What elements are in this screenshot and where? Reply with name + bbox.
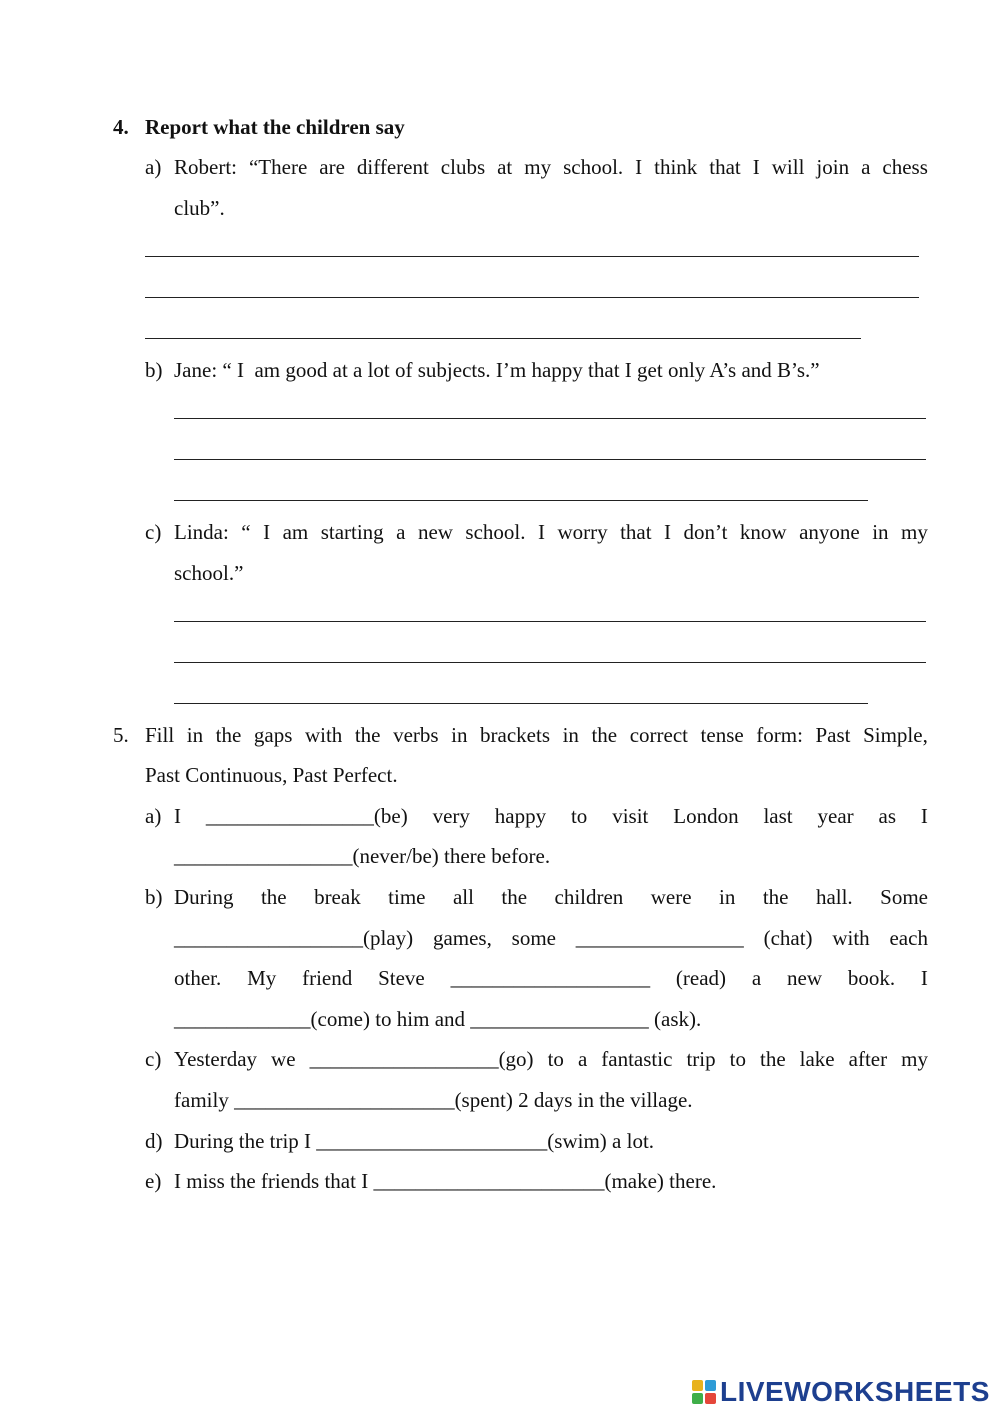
word: brackets — [480, 723, 550, 747]
word: ___________________ — [450, 966, 651, 990]
word: Fill — [145, 723, 175, 747]
word: ________________(be) — [205, 804, 408, 828]
word: starting — [320, 520, 384, 544]
q5e-label: e) — [145, 1169, 162, 1193]
word: the — [591, 723, 618, 747]
word: games, — [432, 926, 492, 950]
word: I — [174, 804, 181, 828]
q5-instruction — [145, 725, 928, 746]
word: I — [537, 520, 545, 544]
word: tense — [700, 723, 744, 747]
word: clubs — [440, 155, 486, 179]
q4b-answer-line-2[interactable] — [174, 459, 926, 460]
word: in — [562, 723, 579, 747]
word: last — [763, 804, 793, 828]
logo-square-green — [692, 1393, 703, 1404]
word: to — [729, 1047, 746, 1071]
q5b-sentence-3 — [174, 968, 928, 989]
word: will — [771, 155, 805, 179]
word: my — [901, 520, 928, 544]
q4c-label: c) — [145, 520, 162, 544]
q4c-answer-line-2[interactable] — [174, 662, 926, 663]
word: school. — [465, 520, 526, 544]
word: chess — [882, 155, 928, 179]
word: the — [354, 723, 381, 747]
q5c-sentence — [174, 1049, 928, 1070]
word: (read) — [675, 966, 727, 990]
liveworksheets-logo[interactable] — [692, 1376, 990, 1408]
word: other. — [174, 966, 222, 990]
word: in — [451, 723, 468, 747]
word: the — [759, 1047, 786, 1071]
q4a-answer-line-2[interactable] — [145, 297, 919, 298]
q5a-label: a) — [145, 804, 162, 828]
word: the — [215, 723, 242, 747]
word: that — [620, 520, 652, 544]
word: “ — [241, 520, 251, 544]
q4b-prompt: Jane: “ I am good at a lot of subjects. I’m happy that I get only A’s and B’s.” — [174, 358, 820, 382]
q4a-prompt — [174, 157, 928, 178]
word: school. — [563, 155, 624, 179]
word: I — [263, 520, 271, 544]
word: gaps — [253, 723, 293, 747]
word: happy — [494, 804, 547, 828]
word: after — [848, 1047, 888, 1071]
word: each — [889, 926, 928, 950]
q5b-sentence-1 — [174, 887, 928, 908]
word: know — [739, 520, 787, 544]
q4a-prompt-cont: club”. — [174, 196, 225, 220]
word: __________________(play) — [174, 926, 414, 950]
word: (chat) — [763, 926, 813, 950]
word: form: — [756, 723, 803, 747]
word: I — [752, 155, 760, 179]
q4b-label: b) — [145, 358, 163, 382]
word: at — [497, 155, 513, 179]
word: friend — [302, 966, 353, 990]
word: am — [282, 520, 309, 544]
q5c-sentence-cont: family _____________________(spent) 2 days in the village. — [174, 1088, 693, 1112]
word: fantastic — [601, 1047, 673, 1071]
word: Linda: — [174, 520, 229, 544]
word: a — [861, 155, 871, 179]
word: my — [901, 1047, 928, 1071]
word: “There — [248, 155, 308, 179]
word: Steve — [378, 966, 425, 990]
word: the — [260, 885, 287, 909]
word: with — [832, 926, 870, 950]
logo-square-yellow — [692, 1380, 703, 1391]
q5d-sentence: During the trip I ______________________(swim) a lot. — [174, 1129, 655, 1153]
word: a — [751, 966, 762, 990]
word: verbs — [393, 723, 439, 747]
word: During — [174, 885, 234, 909]
q5b-sentence-2 — [174, 928, 928, 949]
word: a — [396, 520, 406, 544]
word: lake — [799, 1047, 835, 1071]
q5d-label: d) — [145, 1129, 163, 1153]
word: were — [650, 885, 692, 909]
word: new — [787, 966, 822, 990]
q4c-answer-line-1[interactable] — [174, 621, 926, 622]
word: as — [878, 804, 897, 828]
q5-instruction-cont: Past Continuous, Past Perfect. — [145, 763, 398, 787]
word: Yesterday — [174, 1047, 258, 1071]
word: the — [501, 885, 528, 909]
word: hall. — [815, 885, 853, 909]
word: think — [654, 155, 698, 179]
word: trip — [686, 1047, 716, 1071]
word: I — [664, 520, 672, 544]
word: I — [635, 155, 643, 179]
word: visit — [612, 804, 649, 828]
word: ________________ — [575, 926, 744, 950]
word: the — [762, 885, 789, 909]
word: I — [920, 804, 928, 828]
word: correct — [629, 723, 688, 747]
word: in — [872, 520, 889, 544]
word: anyone — [799, 520, 860, 544]
logo-square-blue — [705, 1380, 716, 1391]
word: with — [304, 723, 343, 747]
word: my — [524, 155, 552, 179]
word: My — [247, 966, 277, 990]
word: to — [570, 804, 588, 828]
word: new — [417, 520, 453, 544]
word: are — [319, 155, 345, 179]
word: that — [709, 155, 741, 179]
liveworksheets-logo-text: LIVEWORKSHEETS — [720, 1376, 990, 1407]
q5a-sentence — [174, 806, 928, 827]
word: in — [719, 885, 736, 909]
word: Past — [815, 723, 851, 747]
q4a-answer-line-3[interactable] — [145, 338, 861, 339]
word: we — [271, 1047, 296, 1071]
liveworksheets-logo-icon — [692, 1380, 716, 1404]
q5-number: 5. — [113, 723, 129, 747]
q5a-sentence-cont: _________________(never/be) there before. — [174, 844, 551, 868]
word: all — [452, 885, 474, 909]
q5e-sentence: I miss the friends that I ______________________(make) there. — [174, 1169, 717, 1193]
q4-title: Report what the children say — [145, 115, 405, 139]
word: Some — [880, 885, 928, 909]
q5b-label: b) — [145, 885, 163, 909]
word: some — [511, 926, 556, 950]
word: break — [314, 885, 361, 909]
word: Simple, — [863, 723, 928, 747]
word: very — [432, 804, 470, 828]
word: in — [186, 723, 204, 747]
word: Robert: — [174, 155, 237, 179]
q4-number: 4. — [113, 115, 129, 139]
word: year — [817, 804, 854, 828]
logo-square-red — [705, 1393, 716, 1404]
word: I — [920, 966, 928, 990]
q4b-answer-line-3[interactable] — [174, 500, 868, 501]
word: time — [388, 885, 426, 909]
word: a — [577, 1047, 588, 1071]
word: London — [673, 804, 739, 828]
q4c-prompt — [174, 522, 928, 543]
word: book. — [847, 966, 896, 990]
word: don’t — [683, 520, 728, 544]
q5c-label: c) — [145, 1047, 162, 1071]
word: worry — [557, 520, 608, 544]
q4a-label: a) — [145, 155, 162, 179]
q4b-answer-line-1[interactable] — [174, 418, 926, 419]
q4a-answer-line-1[interactable] — [145, 256, 919, 257]
q5b-sentence-4: _____________(come) to him and _________________ (ask). — [174, 1007, 702, 1031]
word: join — [816, 155, 850, 179]
q4c-answer-line-3[interactable] — [174, 703, 868, 704]
word: to — [547, 1047, 564, 1071]
q4c-prompt-cont: school.” — [174, 561, 244, 585]
word: different — [356, 155, 429, 179]
word: children — [554, 885, 624, 909]
word: __________________(go) — [309, 1047, 534, 1071]
